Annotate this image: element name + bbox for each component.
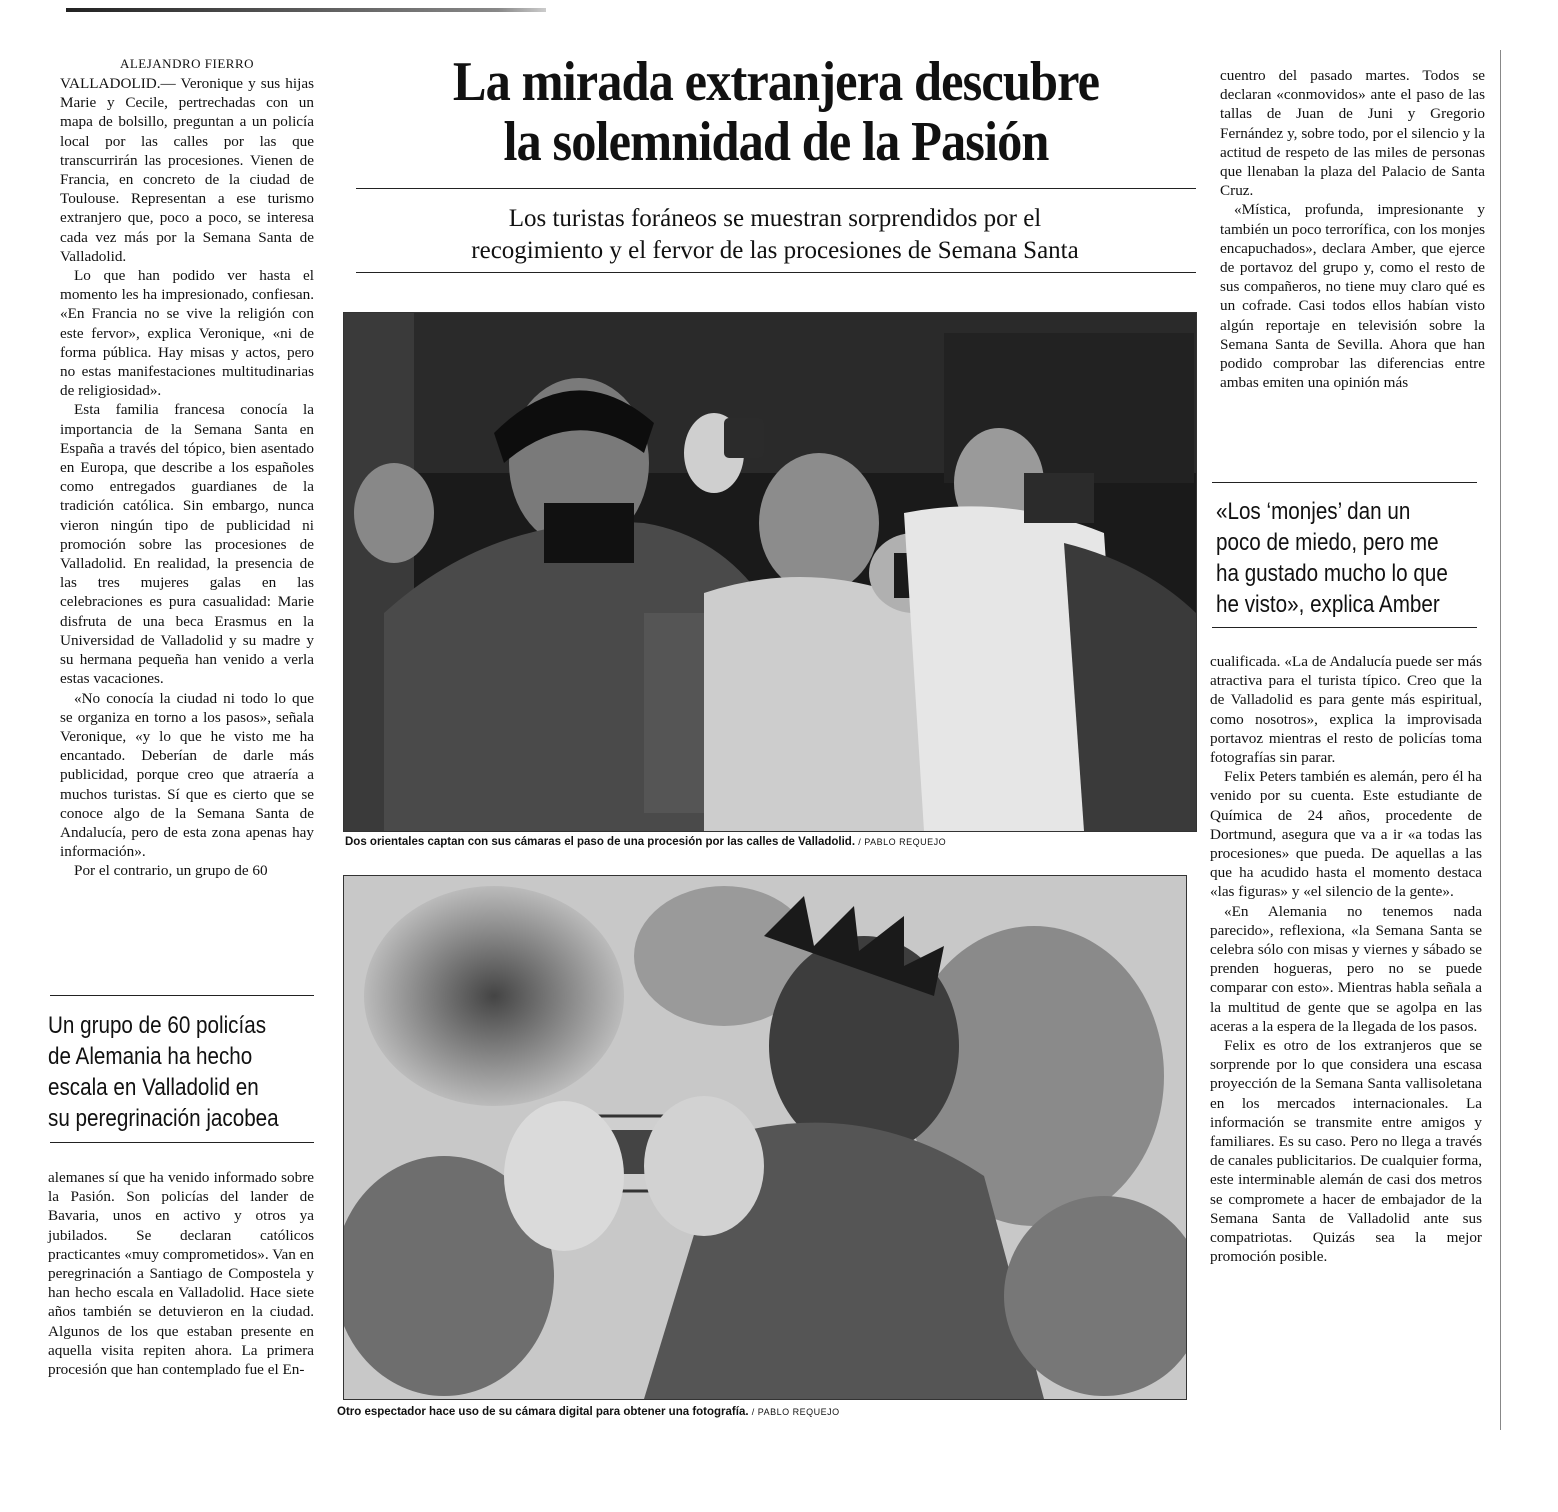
caption-text: Otro espectador hace uso de su cámara digital para obtener una fotografía. (337, 1406, 749, 1418)
photo-image (344, 313, 1196, 831)
pull-quote-line: «Los ‘monjes’ dan un (1216, 498, 1411, 525)
photo-credit: / PABLO REQUEJO (858, 837, 947, 847)
pull-quote-rule-bottom (1212, 627, 1477, 628)
paragraph: alemanes sí que ha venido informado sobre la Pasión. Son policías del lander de Bavaria, unos en activo y otros ya jubilados. Se declaran católicos practicantes «muy comprometidos». Van en peregrinación a Santiago de Compostela y han hecho escala en Valladolid. Hace siete años también se detuvieron en la ciudad. Algunos de los que estaban presente en aquella visita repiten ahora. La primera procesión que han contemplado fue el En- (48, 1169, 314, 1379)
pull-quote-rule-top (50, 995, 314, 996)
paragraph: «Mística, profunda, impresionante y también un poco terrorífica, con los monjes encapuchados», declara Amber, que ejerce de portavoz del grupo y, como el resto de sus compañeros, no tiene muy claro qué es un cofrade. Casi todos ellos habían visto algún reportaje en televisión sobre la Semana Santa de Sevilla. Ahora que han podido comprobar las diferencias entre ambas emiten una opinión más (1220, 201, 1485, 392)
paragraph: Felix es otro de los extranjeros que se sorprende por lo que considera una escasa proyección de la Semana Santa vallisoletana en los mercados internacionales. La información se transmite entre amigos y familiares. Es su caso. Pero no llega a través de canales publicitarios. De cualquier forma, este interminable alemán de casi dos metros se compromete a hacer de embajador de la Semana Santa de Valladolid ante sus compatriotas. Quizás sea la mejor promoción posible. (1210, 1037, 1482, 1266)
subhead-rule (356, 272, 1196, 273)
subhead-line: Los turistas foráneos se muestran sorprendidos por el (508, 205, 1042, 232)
column-left (60, 74, 314, 881)
pull-quote-line: he visto», explica Amber (1216, 591, 1440, 618)
photo-tourists-cameras (343, 312, 1197, 832)
paragraph: cualificada. «La de Andalucía puede ser más atractiva para el turista típico. Creo que la de Valladolid es para gente más espiritual, como nosotros», explica la improvisada portavoz mientras el resto de policías toma fotografías sin parar. (1210, 653, 1482, 767)
paragraph: Por el contrario, un grupo de 60 (74, 862, 268, 880)
column-right-continued (1210, 652, 1482, 1267)
pull-quote-rule-top (1212, 482, 1477, 483)
pull-quote-line: poco de miedo, pero me (1216, 529, 1439, 556)
pull-quote-line: de Alemania ha hecho (48, 1043, 253, 1070)
pull-quote-rule-bottom (50, 1142, 314, 1143)
paragraph: cuentro del pasado martes. Todos se declaran «conmovidos» ante el paso de las tallas de Juan de Juni y Gregorio Fernández y, sobre todo, por el silencio y la actitud de respeto de las miles de personas que llenaban la plaza del Palacio de Santa Cruz. (1220, 67, 1485, 200)
photo-credit: / PABLO REQUEJO (751, 1407, 840, 1417)
byline: ALEJANDRO FIERRO (119, 56, 255, 71)
paragraph: Felix Peters también es alemán, pero él ha venido por su cuenta. Este estudiante de Química de 24 años, procedente de Dortmund, asegura que va a ir «a todas las procesiones» que pueda. De aquellas a las que ha acudido hasta el momento destaca «las figuras» y «el silencio de la gente». (1210, 768, 1482, 901)
column-left-continued (48, 1168, 314, 1379)
photo-caption (345, 836, 946, 848)
photo-image (344, 876, 1186, 1399)
paragraph: «No conocía la ciudad ni todo lo que se organiza en torno a los pasos», señala Veronique, «y lo que he visto me ha encantado. Deberían de darle más publicidad, porque creo que atraería a muchos turistas. Sí que es cierto que se conoce algo de la Semana Santa de Andalucía, pero de esta zona apenas hay información». (60, 689, 314, 861)
headline-rule (356, 188, 1196, 189)
headline-line: La mirada extranjera descubre (452, 51, 1100, 113)
pull-quote-line: ha gustado mucho lo que (1216, 560, 1448, 587)
paragraph: Lo que han podido ver hasta el momento les ha impresionado, confiesan. «En Francia no se vive la religión con este fervor», explica Veronique, «ni de forma pública. Hay misas y actos, pero no estas manifestaciones multitudinarias de religiosidad». (60, 267, 314, 400)
pull-quote-line: escala en Valladolid en (48, 1074, 259, 1101)
pull-quote-right (1216, 496, 1483, 620)
column-right (1220, 66, 1485, 392)
paragraph: «En Alemania no tenemos nada parecido», reflexiona, «la Semana Santa se celebra sólo con misas y viernes y sábado se prenden hogueras, pero no se puede comparar con esto». Mientras habla señala a la multitud de gente que se agolpa en las aceras a la espera de la llegada de los pasos. (1210, 902, 1482, 1035)
paragraph: Esta familia francesa conocía la importancia de la Semana Santa en España a través del tópico, bien asentado en Europa, que describe a los españoles como entregados guardianes de la tradición católica. Sin embargo, nunca vieron ningún tipo de publicidad ni promoción sobre las procesiones de Valladolid. En realidad, la presencia de las tres mujeres galas en las celebraciones es pura casualidad: Marie disfruta de una beca Erasmus en la Universidad de Valladolid y su madre y su hermana pequeña han venido a verla estas vacaciones. (60, 401, 314, 688)
headline (398, 52, 1154, 172)
pull-quote-line: Un grupo de 60 policías (48, 1012, 267, 1039)
headline-line: la solemnidad de la Pasión (503, 111, 1049, 173)
top-rule (66, 8, 546, 12)
pull-quote-line: su peregrinación jacobea (48, 1105, 279, 1132)
photo-caption (337, 1406, 840, 1418)
scan-edge-line (1500, 50, 1501, 1430)
photo-spectator-camera (343, 875, 1187, 1400)
subhead (370, 203, 1180, 267)
subhead-line: recogimiento y el fervor de las procesiones de Semana Santa (471, 237, 1079, 264)
paragraph: VALLADOLID.— Veronique y sus hijas Marie y Cecile, pertrechadas con un mapa de bolsillo, preguntan a un policía local por las calles por las que transcurrirán las procesiones. Vienen de Francia, en concreto de la ciudad de Toulouse. Representan a ese turismo extranjero que, poco a poco, se interesa cada vez más por la Semana Santa de Valladolid. (60, 75, 314, 265)
pull-quote-left (48, 1010, 315, 1134)
caption-text: Dos orientales captan con sus cámaras el paso de una procesión por las calles de Valladolid. (345, 836, 856, 848)
